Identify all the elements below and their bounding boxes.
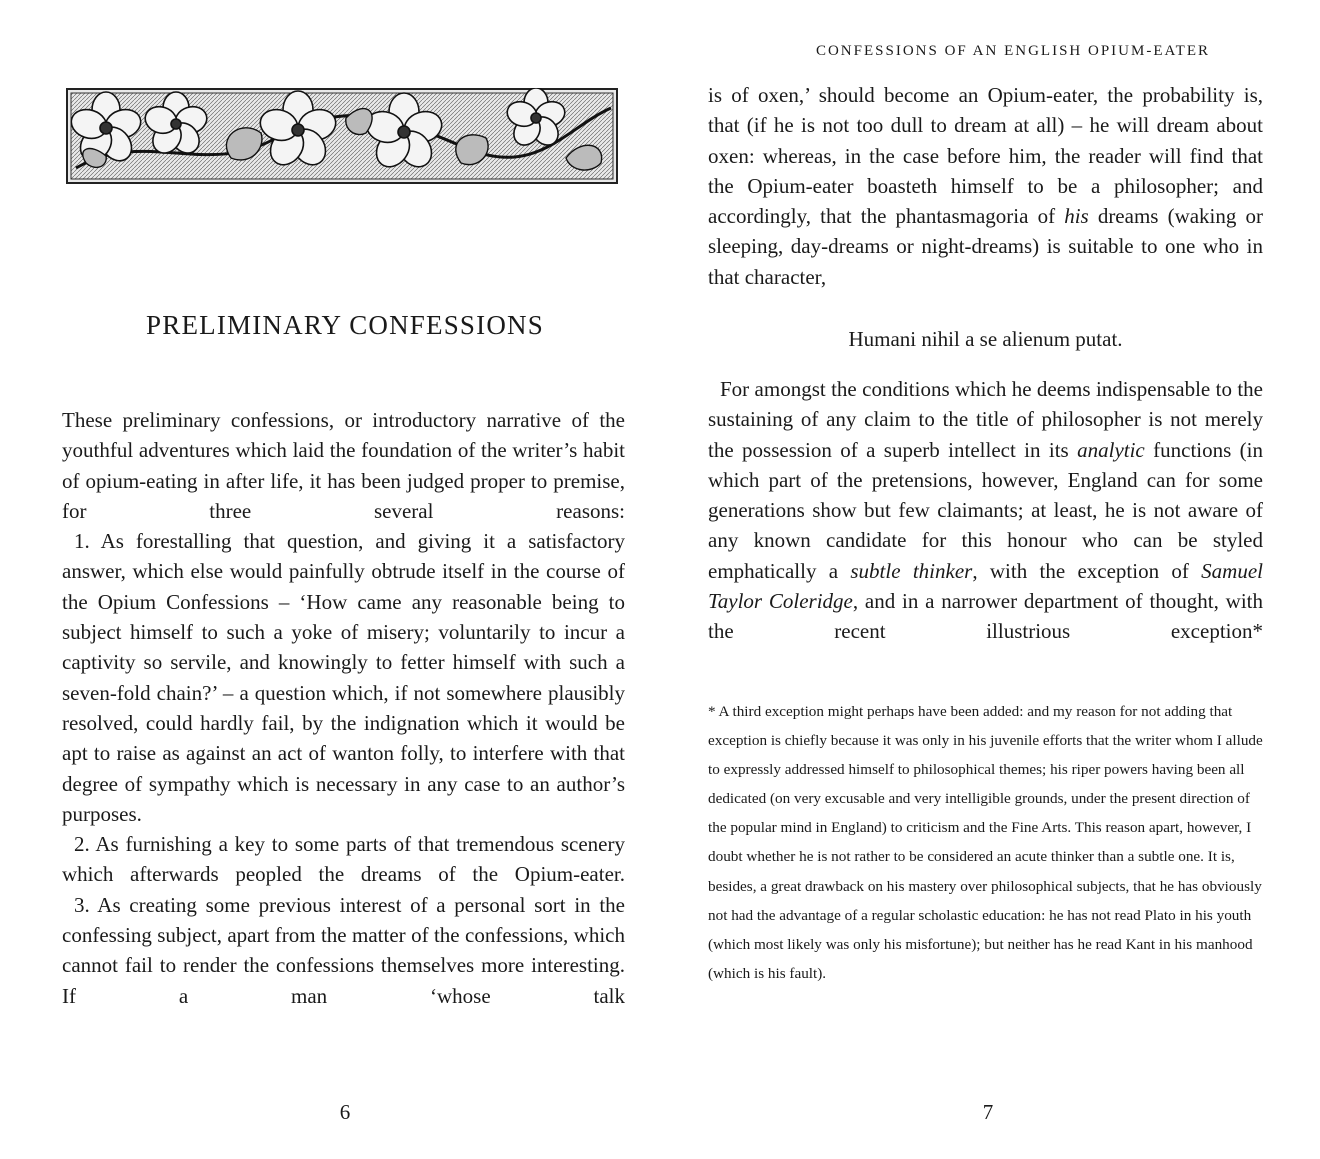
footnote-text: * A third exception might perhaps have been added: and my reason for not adding that exception is chiefly because it was only in his juvenile efforts that the writer whom I allude to expressly addressed himself to philosophical themes; his riper powers having been all dedicated (on very excusable and very intelligible grounds, under the present direction of the popular mind in England) to criticism and the Fine Arts. This reason apart, however, I doubt whether he is not rather to be considered an acute thinker than a subtle one. It is, besides, a great drawback on his mastery over philosophical subjects, that he has obviously not had the advantage of a regular scholastic education: he has not read Plato in his youth (which most likely was only his misfortune); but neither has he read Kant in his manhood (which is his fault). [708, 703, 1263, 982]
emphasis: analytic [1077, 437, 1145, 462]
latin-quote: Humani nihil a se alienum putat. [848, 327, 1123, 351]
reason-item: 2. As furnishing a key to some parts of that tremendous scenery which afterwards peopled the dreams of the Opium-eater. [62, 832, 625, 887]
text-run: functions (in which part of the pretensions, however, England can for some generations show but few claimants; at least, he is not aware of any known candidate for this honour who can be styled emphatically a [708, 437, 1263, 583]
reason-item: 3. As creating some previous interest of a personal sort in the confessing subject, apart from the matter of the confessions, which cannot fail to render the confessions themselves more interesting. If a man ‘whose talk [62, 892, 625, 1008]
right-body-text-main [708, 374, 1263, 647]
right-body-text-top [708, 80, 1263, 292]
running-head: CONFESSIONS OF AN ENGLISH OPIUM-EATER [815, 43, 1211, 59]
paragraph [708, 374, 1263, 647]
emphasis: Samuel Taylor Coleridge [708, 558, 1263, 614]
chapter-title: PRELIMINARY CONFESSIONS [146, 310, 544, 340]
page-number: 6 [339, 1100, 351, 1124]
text-run: dreams (waking or sleeping, day-dreams or night-dreams) is suitable to one who in that character, [708, 204, 1263, 289]
footnote [708, 697, 1268, 988]
reason-item: 1. As forestalling that question, and giving it a satisfactory answer, which else would painfully obtrude itself in the course of the Opium Confessions – ‘How came any reasonable being to subject himself to such a yoke of misery; voluntarily to incur a captivity so servile, and knowingly to fetter himself with such a seven-fold chain?’ – a question which, if not somewhere plausibly resolved, could hardly fail, by the indignation which it would be apt to raise as against an act of wanton folly, to interfere with that degree of sympathy which is necessary in any case to an author’s purposes. [62, 529, 625, 826]
emphasis: his [1064, 204, 1089, 229]
text-run: is of oxen,’ should become an Opium-eater, the probability is, that (if he is not too dull to dream at all) – he will dream about oxen: whereas, in the case before him, the reader will find that the Opium-eater boasteth himself to be a philosopher; and accordingly, that the phantasmagoria of [708, 83, 1263, 229]
page-number: 7 [982, 1100, 994, 1124]
emphasis: subtle thinker [850, 558, 973, 583]
text-run: For amongst the conditions which he deems indispensable to the sustaining of any claim to the title of philosopher is not merely the possession of a superb intellect in its [708, 377, 1263, 462]
paragraph: These preliminary confessions, or introductory narrative of the youthful adventures which laid the foundation of the writer’s habit of opium-eating in after life, it has been judged proper to premise, for three several reasons: [62, 408, 625, 523]
text-run: , and in a narrower department of thought, with the recent illustrious exception* [708, 589, 1263, 644]
left-body-text [62, 405, 625, 1011]
text-run: , with the exception of [972, 558, 1202, 583]
paragraph [708, 80, 1263, 292]
floral-ornament-icon [66, 88, 618, 184]
right-page [660, 0, 1320, 1159]
